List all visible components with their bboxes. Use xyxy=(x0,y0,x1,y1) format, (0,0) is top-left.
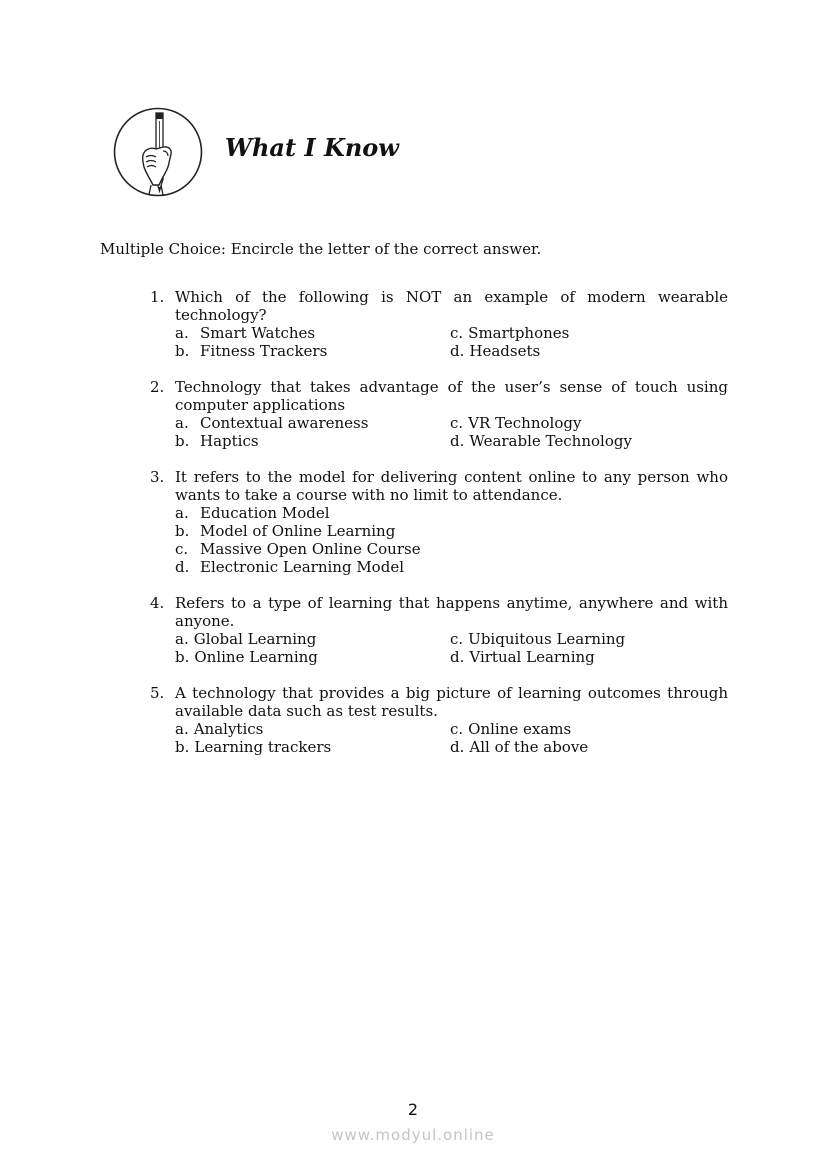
choice-a[interactable] xyxy=(175,324,450,342)
choice-a[interactable] xyxy=(175,414,450,432)
choice-text: Headsets xyxy=(469,342,541,360)
question-text: It refers to the model for delivering content online to any person who wants to take a course with no limit to attendance. xyxy=(175,468,728,504)
choice-text: Analytics xyxy=(193,720,264,738)
choice-letter: d. xyxy=(450,342,465,360)
choice-a[interactable] xyxy=(175,504,728,522)
choice-text: Model of Online Learning xyxy=(200,522,396,540)
choice-text: All of the above xyxy=(469,738,589,756)
choice-letter: b. xyxy=(175,738,190,756)
choice-text: Massive Open Online Course xyxy=(200,540,421,558)
choice-b[interactable] xyxy=(175,342,450,360)
page-number: 2 xyxy=(407,1100,419,1119)
question-text: Refers to a type of learning that happens anytime, anywhere and with anyone. xyxy=(175,594,728,630)
watermark: www.modyul.online xyxy=(331,1126,495,1144)
choice-letter: a. xyxy=(175,414,189,432)
choice-letter: a. xyxy=(175,630,189,648)
choice-letter: b. xyxy=(175,432,190,450)
choice-a[interactable] xyxy=(175,720,450,738)
choice-b[interactable] xyxy=(175,738,450,756)
choice-text: Education Model xyxy=(200,504,330,522)
choice-letter: a. xyxy=(175,720,189,738)
question-text: Technology that takes advantage of the user’s sense of touch using computer applications xyxy=(175,378,728,414)
choice-text: Contextual awareness xyxy=(200,414,369,432)
choice-b[interactable] xyxy=(175,648,450,666)
choice-a[interactable] xyxy=(175,630,450,648)
choice-text: Smartphones xyxy=(468,324,570,342)
choice-b[interactable] xyxy=(175,432,450,450)
question-5 xyxy=(150,684,728,756)
hand-pencil-icon xyxy=(113,107,203,197)
choice-text: Online Learning xyxy=(194,648,318,666)
section-title: What I Know xyxy=(225,133,399,162)
question-2 xyxy=(150,378,728,450)
choice-letter: d. xyxy=(450,648,465,666)
choice-b[interactable] xyxy=(175,522,728,540)
choice-text: Learning trackers xyxy=(194,738,332,756)
choice-c[interactable] xyxy=(450,720,728,738)
choice-d[interactable] xyxy=(175,558,728,576)
choice-letter: c. xyxy=(175,540,189,558)
choice-letter: a. xyxy=(175,324,189,342)
choice-text: VR Technology xyxy=(468,414,582,432)
choice-text: Electronic Learning Model xyxy=(200,558,404,576)
question-number: 3. xyxy=(150,468,165,486)
choice-c[interactable] xyxy=(450,630,728,648)
choice-d[interactable] xyxy=(450,738,728,756)
choice-letter: b. xyxy=(175,648,190,666)
question-1 xyxy=(150,288,728,360)
question-number: 2. xyxy=(150,378,165,396)
choice-text: Smart Watches xyxy=(200,324,316,342)
choice-c[interactable] xyxy=(450,324,728,342)
choice-letter: b. xyxy=(175,342,190,360)
question-4 xyxy=(150,594,728,666)
choice-letter: c. xyxy=(450,630,464,648)
question-text: A technology that provides a big picture of learning outcomes through available data such as test results. xyxy=(175,684,728,720)
choice-text: Wearable Technology xyxy=(469,432,632,450)
question-3 xyxy=(150,468,728,576)
choice-letter: c. xyxy=(450,324,464,342)
choice-letter: c. xyxy=(450,720,464,738)
choice-c[interactable] xyxy=(450,414,728,432)
instructions: Multiple Choice: Encircle the letter of the correct answer. xyxy=(100,240,542,258)
question-number: 4. xyxy=(150,594,165,612)
choice-text: Global Learning xyxy=(193,630,317,648)
choice-letter: a. xyxy=(175,504,189,522)
choice-c[interactable] xyxy=(175,540,728,558)
question-number: 5. xyxy=(150,684,165,702)
question-number: 1. xyxy=(150,288,165,306)
choice-d[interactable] xyxy=(450,342,728,360)
choice-text: Online exams xyxy=(468,720,572,738)
choice-d[interactable] xyxy=(450,648,728,666)
choice-letter: c. xyxy=(450,414,464,432)
choice-letter: d. xyxy=(450,738,465,756)
choice-d[interactable] xyxy=(450,432,728,450)
choice-text: Fitness Trackers xyxy=(200,342,328,360)
choice-letter: d. xyxy=(450,432,465,450)
question-text: Which of the following is NOT an example of modern wearable technology? xyxy=(175,288,728,324)
choice-letter: d. xyxy=(175,558,190,576)
choice-text: Haptics xyxy=(200,432,259,450)
choice-text: Virtual Learning xyxy=(469,648,595,666)
question-list xyxy=(150,288,728,774)
choice-letter: b. xyxy=(175,522,190,540)
choice-text: Ubiquitous Learning xyxy=(468,630,626,648)
